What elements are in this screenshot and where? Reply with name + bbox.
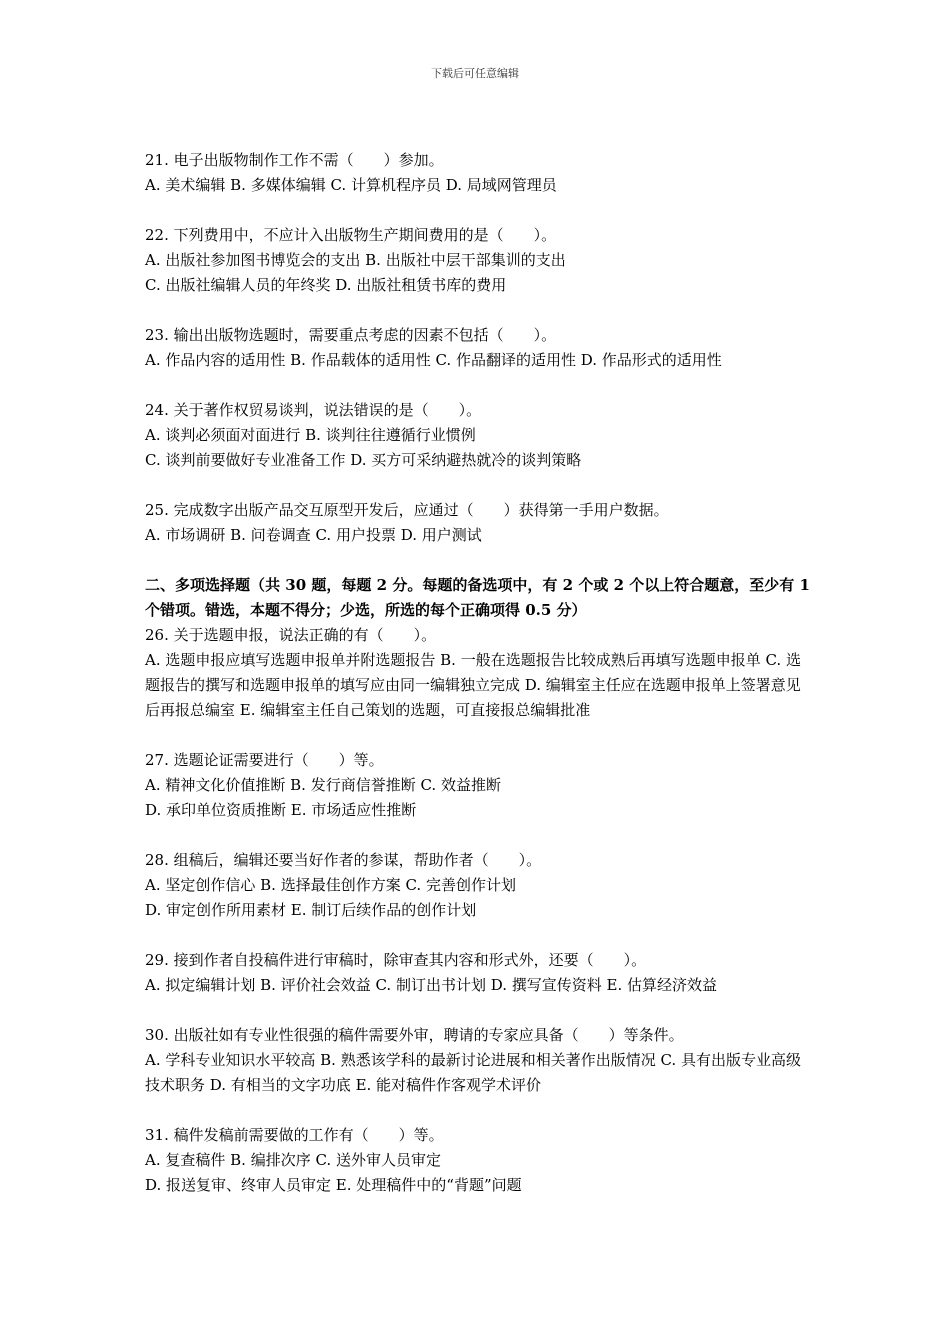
- question-options: A. 精神文化价值推断 B. 发行商信誉推断 C. 效益推断: [145, 776, 501, 794]
- single-choice-section: [145, 148, 810, 548]
- question-stem: 31. 稿件发稿前需要做的工作有（ ）等。: [145, 1126, 444, 1144]
- page-header: 下载后可任意编辑: [431, 67, 519, 80]
- question-21: [145, 148, 810, 198]
- multiple-choice-section: [145, 623, 810, 1198]
- question-stem: 22. 下列费用中，不应计入出版物生产期间费用的是（ ）。: [145, 226, 557, 244]
- section-heading-multiple-choice: 二、多项选择题（共 30 题，每题 2 分。每题的备选项中，有 2 个或 2 个以上符合题意，至少有 1 个错项。错选，本题不得分；少选，所选的每个正确项得 0.5 分）: [145, 576, 810, 619]
- question-28: [145, 848, 810, 923]
- question-options: C. 谈判前要做好专业准备工作 D. 买方可采纳避热就冷的谈判策略: [145, 451, 582, 469]
- question-31: [145, 1123, 810, 1198]
- question-stem: 27. 选题论证需要进行（ ）等。: [145, 751, 384, 769]
- question-22: [145, 223, 810, 298]
- question-options: A. 出版社参加图书博览会的支出 B. 出版社中层干部集训的支出: [145, 251, 566, 269]
- question-27: [145, 748, 810, 823]
- question-stem: 30. 出版社如有专业性很强的稿件需要外审，聘请的专家应具备（ ）等条件。: [145, 1026, 684, 1044]
- question-stem: 21. 电子出版物制作工作不需（ ）参加。: [145, 151, 444, 169]
- question-options: A. 作品内容的适用性 B. 作品载体的适用性 C. 作品翻译的适用性 D. 作品形式的适用性: [145, 351, 722, 369]
- question-23: [145, 323, 810, 373]
- question-29: [145, 948, 810, 998]
- question-24: [145, 398, 810, 473]
- question-30: [145, 1023, 810, 1098]
- question-options: A. 谈判必须面对面进行 B. 谈判往往遵循行业惯例: [145, 426, 476, 444]
- question-25: [145, 498, 810, 548]
- question-options: A. 复查稿件 B. 编排次序 C. 送外审人员审定: [145, 1151, 441, 1169]
- question-options: A. 市场调研 B. 问卷调查 C. 用户投票 D. 用户测试: [145, 526, 482, 544]
- question-options: A. 坚定创作信心 B. 选择最佳创作方案 C. 完善创作计划: [145, 876, 516, 894]
- question-options: D. 报送复审、终审人员审定 E. 处理稿件中的“背题”问题: [145, 1176, 522, 1194]
- question-26: [145, 623, 810, 723]
- question-stem: 28. 组稿后，编辑还要当好作者的参谋，帮助作者（ ）。: [145, 851, 542, 869]
- question-options: C. 出版社编辑人员的年终奖 D. 出版社租赁书库的费用: [145, 276, 507, 294]
- question-options: D. 审定创作所用素材 E. 制订后续作品的创作计划: [145, 901, 477, 919]
- question-options: A. 拟定编辑计划 B. 评价社会效益 C. 制订出书计划 D. 撰写宣传资料 E. 估算经济效益: [145, 976, 717, 994]
- question-stem: 23. 输出出版物选题时，需要重点考虑的因素不包括（ ）。: [145, 326, 557, 344]
- question-options: D. 承印单位资质推断 E. 市场适应性推断: [145, 801, 417, 819]
- question-stem: 24. 关于著作权贸易谈判，说法错误的是（ ）。: [145, 401, 482, 419]
- question-options: A. 学科专业知识水平较高 B. 熟悉该学科的最新讨论进展和相关著作出版情况 C. 具有出版专业高级技术职务 D. 有相当的文字功底 E. 能对稿件作客观学术评价: [145, 1051, 801, 1094]
- question-stem: 25. 完成数字出版产品交互原型开发后，应通过（ ）获得第一手用户数据。: [145, 501, 669, 519]
- question-options: A. 美术编辑 B. 多媒体编辑 C. 计算机程序员 D. 局域网管理员: [145, 176, 557, 194]
- question-stem: 29. 接到作者自投稿件进行审稿时，除审查其内容和形式外，还要（ ）。: [145, 951, 647, 969]
- question-stem: 26. 关于选题申报，说法正确的有（ ）。: [145, 626, 437, 644]
- question-options: A. 选题申报应填写选题申报单并附选题报告 B. 一般在选题报告比较成熟后再填写选题申报单 C. 选题报告的撰写和选题申报单的填写应由同一编辑独立完成 D. 编辑室主任应在选题申报单上签署意见后再报总编室 E. 编辑室主任自己策划的选题，可直接报总编辑批准: [145, 651, 801, 719]
- document-content: [145, 148, 810, 1223]
